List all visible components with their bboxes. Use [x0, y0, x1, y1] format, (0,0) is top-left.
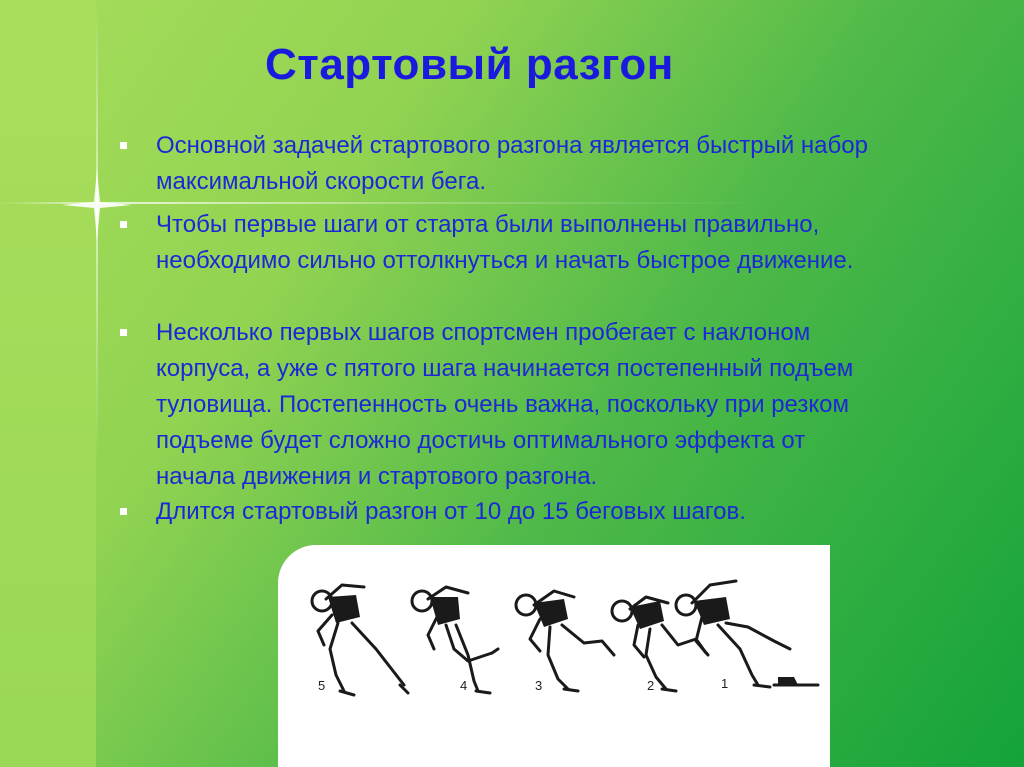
bullet-text: Чтобы первые шаги от старта были выполнены правильно, необходимо сильно оттолкнуться и начать быстрое движение. — [156, 211, 854, 274]
bullet-marker — [120, 221, 127, 228]
runner-figures — [278, 545, 830, 767]
runner-figure — [676, 581, 818, 687]
bullet-text: Несколько первых шагов спортсмен пробегает с наклоном корпуса, а уже с пятого шага начинается постепенный подъем туловища. Постепенность очень важна, поскольку при резком подъеме будет сложно достичь оптимального эффекта от начала движения и стартового разгона. — [156, 319, 854, 490]
figure-label: 5 — [318, 678, 326, 693]
vertical-divider — [96, 0, 98, 767]
figure-label: 2 — [647, 678, 655, 693]
sprint-start-illustration — [278, 545, 830, 767]
runner-figure — [612, 597, 706, 691]
bullet-item — [120, 494, 880, 530]
bullet-marker — [120, 508, 127, 515]
figure-label: 4 — [460, 678, 468, 693]
bullet-item — [120, 207, 880, 279]
bullet-marker — [120, 329, 127, 336]
runner-figure — [516, 591, 614, 691]
bullet-item — [120, 315, 880, 495]
horizontal-divider — [0, 202, 1024, 204]
slide-title: Стартовый разгон — [265, 40, 674, 89]
bullet-item — [120, 128, 880, 200]
bullet-text: Длится стартовый разгон от 10 до 15 беговых шагов. — [156, 498, 746, 525]
bullet-marker — [120, 142, 127, 149]
bullet-text: Основной задачей стартового разгона является быстрый набор максимальной скорости бега. — [156, 132, 868, 195]
figure-label: 1 — [721, 676, 729, 691]
figure-label: 3 — [535, 678, 543, 693]
runner-figure — [312, 585, 408, 695]
left-strip — [0, 0, 96, 767]
runner-figure — [412, 587, 498, 693]
